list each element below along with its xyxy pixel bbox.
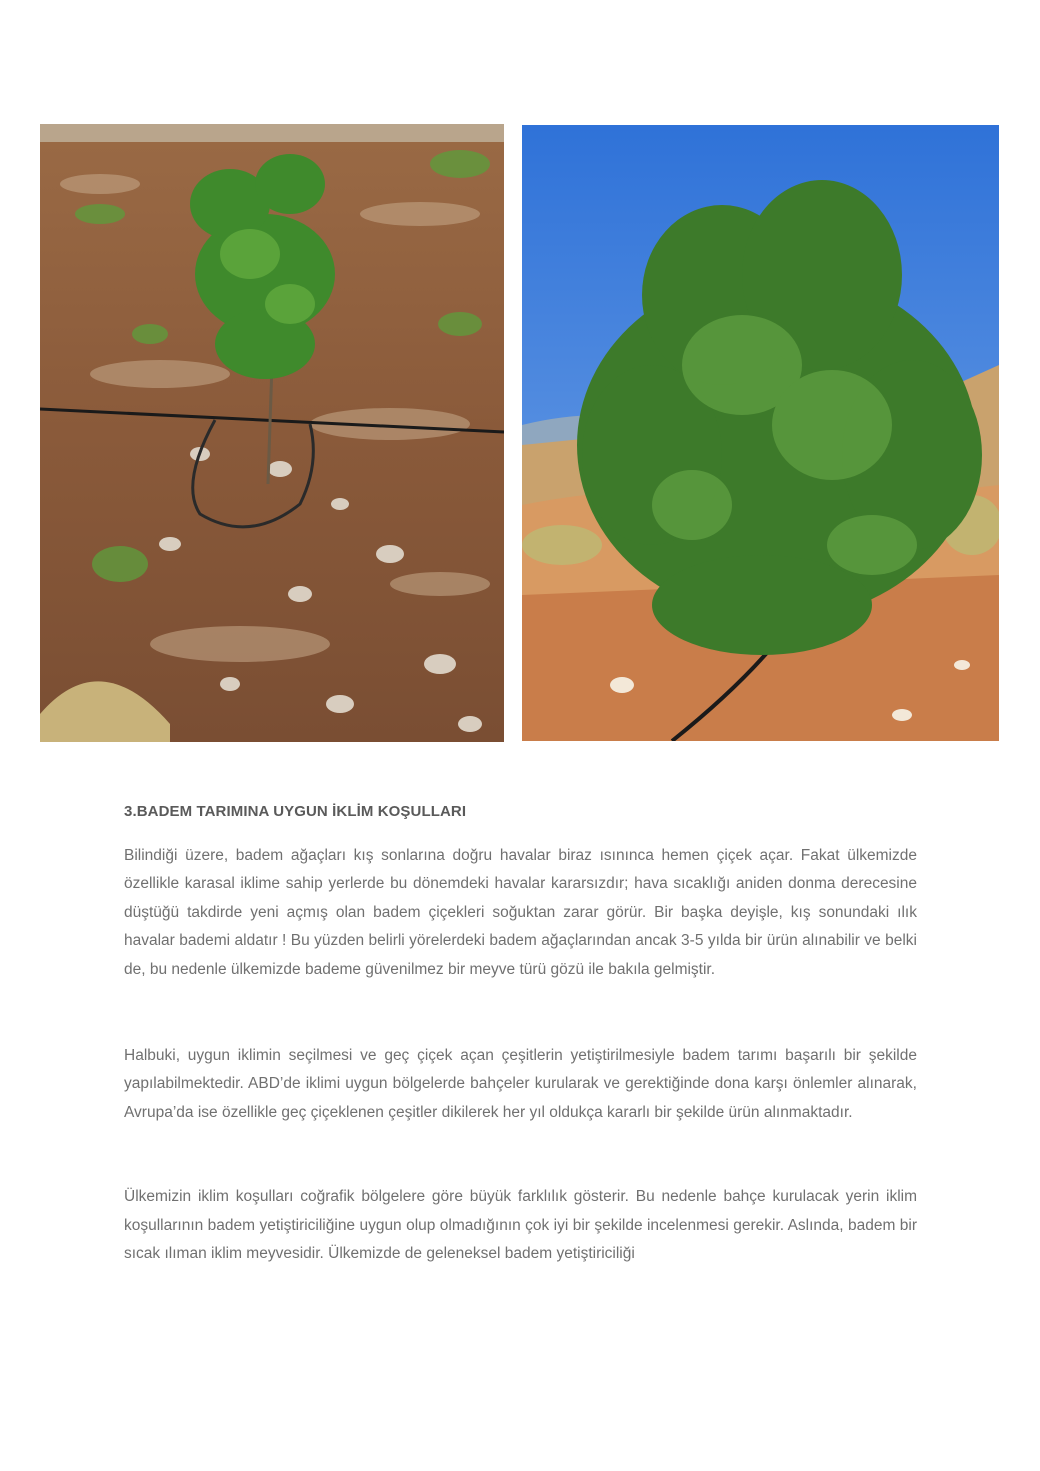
paragraph: Bilindiği üzere, badem ağaçları kış sonlarına doğru havalar biraz ısınınca hemen çiçek açar. Fakat ülkemizde özellikle karasal iklime sahip yerlerde bu dönemdeki havalar kararsızdır; hava sıcaklığı aniden donma derecesine düştüğü takdirde yeni açmış olan badem çiçekleri soğuktan zarar görür. Bir başka deyişle, kış sonundaki ılık havalar bademi aldatır ! Bu yüzden belirli yörelerdeki badem ağaçlarından ancak 3-5 yılda bir ürün alınabilir ve belki de, bu nedenle ülkemizde bademe güvenilmez bir meyve türü gözü ile bakıla gelmiştir. — [124, 847, 917, 978]
paragraph: Halbuki, uygun iklimin seçilmesi ve geç çiçek açan çeşitlerin yetiştirilmesiyle badem tarımı başarılı bir şekilde yapılabilmektedir. ABD’de iklimi uygun bölgelerde bahçeler kurularak ve gerektiğinde dona karşı önlemler alınarak, Avrupa’da ise özellikle geç çiçeklenen çeşitler dikilerek her yıl oldukça kararlı bir şekilde ürün alınmaktadır. — [124, 1047, 917, 1121]
photo-young-almond-sapling — [40, 124, 504, 742]
section-content — [124, 803, 917, 1268]
paragraph: Ülkemizin iklim koşulları coğrafik bölgelere göre büyük farklılık gösterir. Bu nedenle bahçe kurulacak yerin iklim koşullarının badem yetiştiriciliğine uygun olup olmadığının çok iyi bir şekilde incelenmesi gerekir. Aslında, badem bir sıcak ılıman iklim meyvesidir. Ülkemizde de geleneksel badem yetiştiriciliği — [124, 1188, 917, 1263]
photo-mature-almond-tree — [522, 125, 999, 741]
section-heading: 3.BADEM TARIMINA UYGUN İKLİM KOŞULLARI — [124, 803, 467, 820]
